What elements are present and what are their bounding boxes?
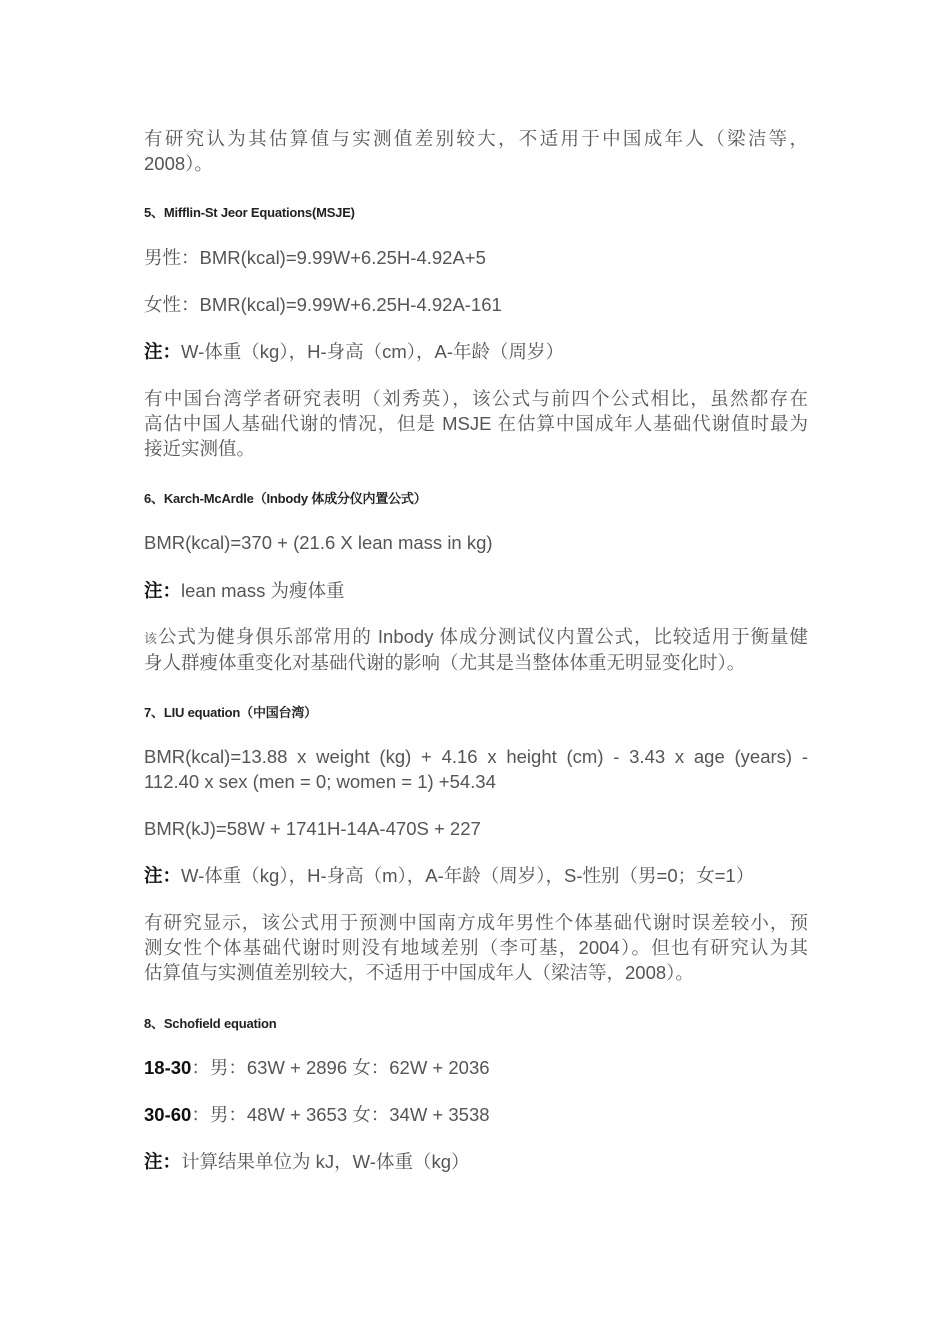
formula-line: BMR(kcal)=13.88 x weight (kg) + 4.16 x height (cm) - 3.43 x age (years) - — [144, 746, 808, 767]
formula-line — [144, 1102, 808, 1127]
section-heading: 8、Schofield equation — [144, 1016, 277, 1031]
note-line — [144, 863, 808, 888]
section-heading: 5、Mifflin-St Jeor Equations(MSJE) — [144, 205, 355, 220]
formula-line: 112.40 x sex (men = 0; women = 1) +54.34 — [144, 771, 496, 792]
formula-text: BMR(kcal)=9.99W+6.25H-4.92A-161 — [199, 294, 502, 315]
age-range-label: 30-60 — [144, 1104, 192, 1125]
formula-line: BMR(kcal)=370 + (21.6 X lean mass in kg) — [144, 532, 493, 553]
note-text: 计算结果单位为 kJ，W-体重（kg） — [181, 1151, 470, 1172]
note-label: 注： — [144, 1151, 182, 1172]
paragraph-line: 身人群瘦体重变化对基础代谢的影响（尤其是当整体体重无明显变化时）。 — [144, 652, 746, 673]
note-text: W-体重（kg），H-身高（cm），A-年龄（周岁） — [181, 341, 565, 362]
formula-line: BMR(kJ)=58W + 1741H-14A-470S + 227 — [144, 818, 481, 839]
paragraph-line: 测女性个体基础代谢时则没有地域差别（李可基，2004）。但也有研究认为其 — [144, 937, 808, 958]
formula-text: BMR(kcal)=9.99W+6.25H-4.92A+5 — [199, 247, 486, 268]
paragraph-line: 接近实测值。 — [144, 438, 256, 459]
formula-label: 女性： — [144, 294, 200, 315]
note-line — [144, 578, 808, 603]
paragraph-text: 公式为健身俱乐部常用的 Inbody 体成分测试仪内置公式，比较适用于衡量健 — [157, 626, 808, 647]
note-label: 注： — [144, 341, 182, 362]
paragraph-line: 估算值与实测值差别较大，不适用于中国成年人（梁洁等，2008）。 — [144, 962, 694, 983]
paragraph-first-char: 该 — [144, 631, 158, 646]
note-text: lean mass 为瘦体重 — [181, 580, 345, 601]
formula-line — [144, 245, 808, 270]
section-heading: 7、LIU equation（中国台湾） — [144, 705, 317, 720]
section-heading: 6、Karch-McArdle（Inbody 体成分仪内置公式） — [144, 491, 427, 506]
age-range-label: 18-30 — [144, 1057, 192, 1078]
paragraph-line — [144, 624, 808, 651]
formula-line — [144, 1055, 808, 1080]
paragraph-line: 高估中国人基础代谢的情况，但是 MSJE 在估算中国成年人基础代谢值时最为 — [144, 413, 808, 434]
paragraph-line: 2008）。 — [144, 153, 213, 174]
paragraph-line: 有研究认为其估算值与实测值差别较大，不适用于中国成年人（梁洁等， — [144, 128, 808, 149]
paragraph-line: 有研究显示，该公式用于预测中国南方成年男性个体基础代谢时误差较小，预 — [144, 912, 808, 933]
formula-line — [144, 292, 808, 317]
note-label: 注： — [144, 580, 182, 601]
formula-label: 男性： — [144, 247, 200, 268]
note-label: 注： — [144, 865, 182, 886]
paragraph-line: 有中国台湾学者研究表明（刘秀英），该公式与前四个公式相比，虽然都存在 — [144, 388, 808, 409]
note-line — [144, 339, 808, 364]
note-line — [144, 1149, 808, 1174]
note-text: W-体重（kg），H-身高（m），A-年龄（周岁），S-性别（男=0；女=1） — [181, 865, 755, 886]
formula-text: ：男：48W + 3653 女：34W + 3538 — [191, 1104, 490, 1125]
formula-text: ：男：63W + 2896 女：62W + 2036 — [191, 1057, 490, 1078]
